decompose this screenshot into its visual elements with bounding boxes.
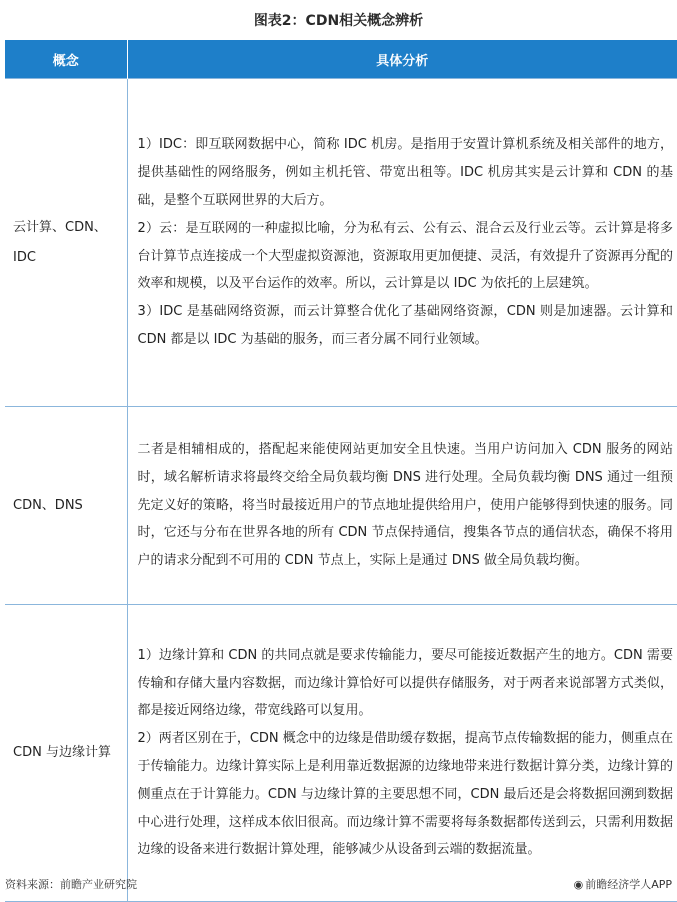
analysis-cell — [127, 79, 677, 407]
table-row — [5, 407, 677, 605]
analysis-cell — [127, 605, 677, 902]
analysis-cell — [127, 407, 677, 605]
brand-credit — [574, 876, 672, 892]
table-header-row — [5, 40, 677, 79]
analysis-paragraph: 二者是相辅相成的，搭配起来能使网站更加安全且快速。当用户访问加入 CDN 服务的网站时，域名解析请求将最终交给全局负载均衡 DNS 进行处理。全局负载均衡 DNS 通过一组预先定义好的策略，将当时最接近用户的节点地址提供给用户，使用户能够得到快速的服务。同时，它还与分布在世界各地的所有 CDN 节点保持通信，搜集各节点的通信状态，确保不将用户的请求分配到不可用的 CDN 节点上，实际上是通过 DNS 做全局负载均衡。 — [137, 442, 673, 569]
analysis-paragraph: 1）边缘计算和 CDN 的共同点就是要求传输能力，要尽可能接近数据产生的地方。CDN 需要传输和存储大量内容数据，而边缘计算恰好可以提供存储服务，对于两者来说部署方式类似，都是接近网络边缘，带宽线路可以复用。 — [137, 647, 673, 719]
source-note: 资料来源：前瞻产业研究院 — [5, 878, 137, 891]
analysis-paragraph: 2）云：是互联网的一种虚拟比喻，分为私有云、公有云、混合云及行业云等。云计算是将多台计算节点连接成一个大型虚拟资源池，资源取用更加便捷、灵活，有效提升了资源再分配的效率和规模，以及平台运作的效率。所以，云计算是以 IDC 为依托的上层建筑。 — [137, 220, 673, 292]
concept-cell: CDN 与边缘计算 — [5, 605, 127, 902]
concept-cell: CDN、DNS — [5, 407, 127, 605]
table-row — [5, 79, 677, 407]
analysis-paragraph: 3）IDC 是基础网络资源，而云计算整合优化了基础网络资源，CDN 则是加速器。云计算和 CDN 都是以 IDC 为基础的服务，而三者分属不同行业领域。 — [137, 304, 673, 347]
analysis-paragraph: 2）两者区别在于，CDN 概念中的边缘是借助缓存数据，提高节点传输数据的能力，侧重点在于传输能力。边缘计算实际上是利用靠近数据源的边缘地带来进行数据计算分类，边缘计算的侧重点在于计算能力。CDN 与边缘计算的主要思想不同，CDN 最后还是会将数据回溯到数据中心进行处理，这样成本依旧很高。而边缘计算不需要将每条数据都传送到云，只需利用数据边缘的设备来进行数据计算处理，能够减少从设备到云端的数据流量。 — [137, 731, 673, 858]
brand-name: 前瞻经济学人APP — [585, 878, 672, 891]
header-analysis: 具体分析 — [127, 40, 677, 79]
concept-cell: 云计算、CDN、IDC — [5, 79, 127, 407]
weibo-logo-icon: ◉ — [573, 878, 584, 891]
header-concept: 概念 — [5, 40, 127, 79]
table-row — [5, 605, 677, 902]
concept-table — [5, 40, 677, 902]
page-title: 图表2：CDN相关概念辨析 — [253, 13, 424, 29]
analysis-paragraph: 1）IDC：即互联网数据中心，简称 IDC 机房。是指用于安置计算机系统及相关部件的地方，提供基础性的网络服务，例如主机托管、带宽出租等。IDC 机房其实是云计算和 CDN 的基础，是整个互联网世界的大后方。 — [137, 137, 673, 208]
